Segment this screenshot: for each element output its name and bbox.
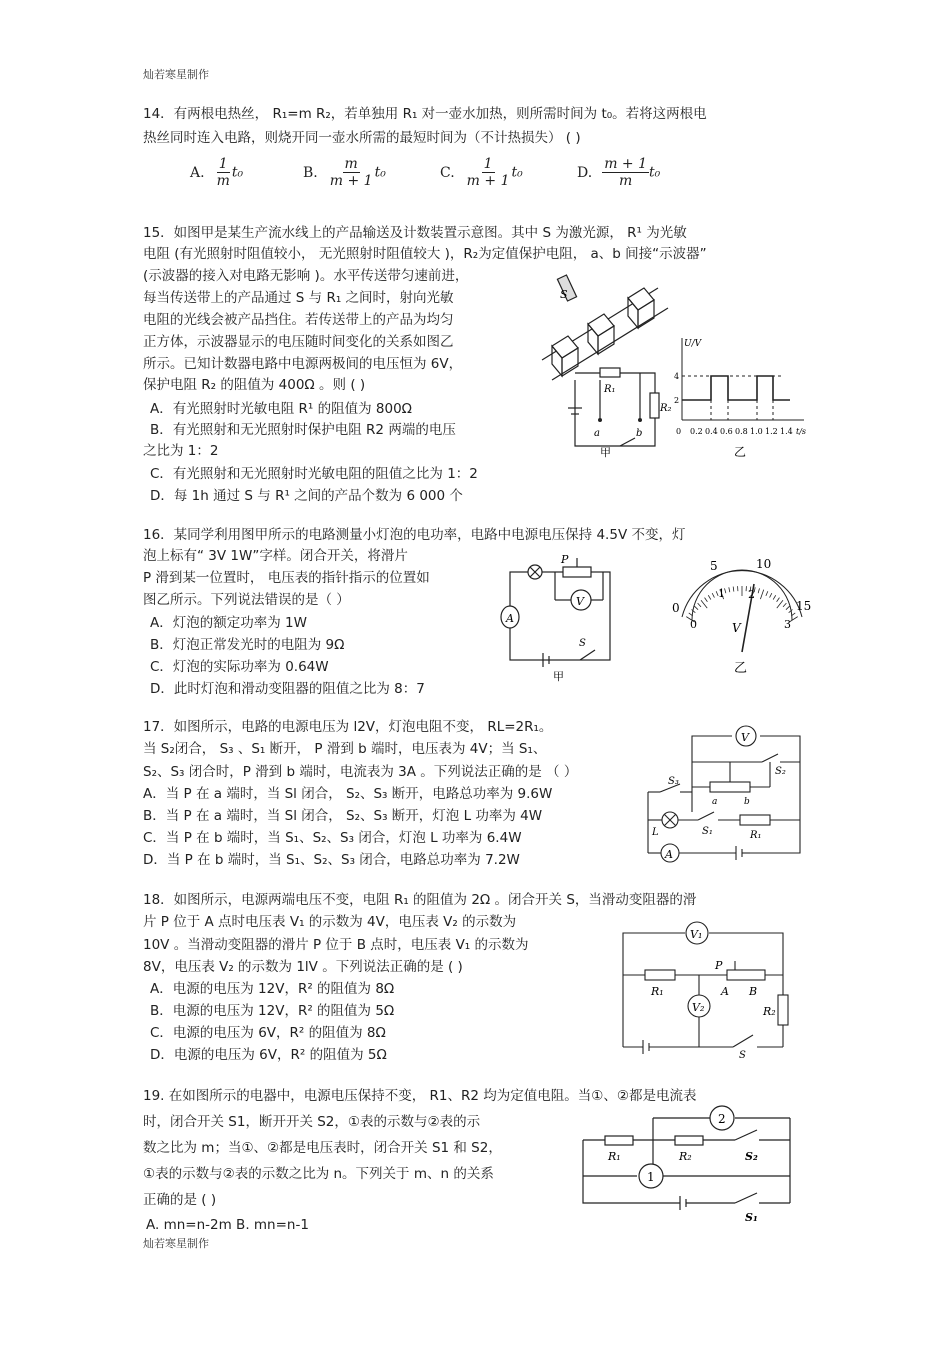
svg-text:R₁: R₁ xyxy=(604,384,616,395)
svg-text:a: a xyxy=(712,797,718,807)
q16-option-b: B．灯泡正常发光时的电阻为 9Ω xyxy=(150,637,345,653)
svg-text:乙: 乙 xyxy=(734,661,748,676)
meter-tick xyxy=(766,591,768,596)
q16-line-3: P 滑到某一位置时， 电压表的指针指示的位置如 xyxy=(143,570,430,586)
svg-text:R₂: R₂ xyxy=(763,1005,776,1018)
q15-line-7: 所示。已知计数器电路中电源两极间的电压恒为 6V， xyxy=(143,356,463,372)
meter-tick xyxy=(701,600,707,608)
q18-option-b: B．电源的电压为 12V，R² 的阻值为 5Ω xyxy=(150,1003,395,1019)
svg-text:1: 1 xyxy=(647,1170,655,1184)
q16-figure-yi-voltmeter xyxy=(662,552,822,682)
q16-line-2: 泡上标有“ 3V 1W”字样。闭合开关，将滑片 xyxy=(143,548,408,564)
svg-text:0: 0 xyxy=(690,618,697,631)
meter-tick xyxy=(705,598,708,602)
svg-text:A: A xyxy=(665,848,673,861)
q19-figure xyxy=(575,1108,800,1223)
q17-option-b: B．当 P 在 a 端时，当 Sl 闭合， S₂、S₃ 断开，灯泡 L 功率为 4W xyxy=(143,808,543,824)
q17-line-3: S₂、S₃ 闭合时，P 滑到 b 端时，电流表为 3A 。下列说法正确的是 （ ） xyxy=(143,764,578,780)
q18-line-1: 18．如图所示，电源两端电压不变，电阻 R₁ 的阻值为 2Ω 。闭合开关 S，当滑动变阻器的滑 xyxy=(143,892,697,908)
svg-text:0: 0 xyxy=(676,427,682,436)
q15-line-3: (示波器的接入对电路无影响 )。水平传送带匀速前进， xyxy=(143,268,469,284)
q18-option-d: D．电源的电压为 6V，R² 的阻值为 5Ω xyxy=(150,1047,387,1063)
q19-options-ab: A. mn=n-2m B. mn=n-1 xyxy=(146,1217,309,1233)
q15-line-1: 15．如图甲是某生产流水线上的产品输送及计数装置示意图。其中 S 为激光源， R¹ 为光敏 xyxy=(143,225,687,241)
header-watermark-top: 灿若寒星制作 xyxy=(143,68,209,81)
svg-text:B: B xyxy=(749,985,758,998)
svg-text:2: 2 xyxy=(718,1112,726,1126)
svg-text:P: P xyxy=(715,959,723,972)
svg-text:1: 1 xyxy=(718,587,725,600)
q15-line-2: 电阻 (有光照射时阻值较小， 无光照射时阻值较大 )，R₂为定值保护电阻， a、b 间接“示波器” xyxy=(143,246,707,262)
svg-text:4: 4 xyxy=(674,372,680,381)
svg-text:10: 10 xyxy=(756,557,772,571)
svg-text:0.2: 0.2 xyxy=(690,427,703,436)
meter-tick xyxy=(777,600,783,608)
meter-tick xyxy=(786,606,790,609)
svg-text:a: a xyxy=(594,428,600,439)
q14-option-b: B. $\frac{m}{m + 1}$ t₀ xyxy=(303,156,386,189)
svg-text:b: b xyxy=(636,428,643,439)
svg-text:5: 5 xyxy=(710,559,718,573)
q17-figure xyxy=(640,722,810,867)
svg-text:S: S xyxy=(579,638,586,649)
meter-tick xyxy=(698,603,701,607)
meter-tick xyxy=(773,595,776,599)
q16-option-a: A．灯泡的额定功率为 1W xyxy=(150,615,307,631)
svg-text:S: S xyxy=(739,1050,746,1061)
svg-text:A: A xyxy=(721,985,729,998)
svg-text:S: S xyxy=(560,288,568,301)
q18-option-c: C．电源的电压为 6V，R² 的阻值为 8Ω xyxy=(150,1025,386,1041)
svg-text:乙: 乙 xyxy=(734,445,747,459)
svg-text:R₁: R₁ xyxy=(608,1150,621,1163)
q15-option-c: C．有光照射和无光照射时光敏电阻的阻值之比为 1：2 xyxy=(150,466,478,482)
svg-text:S₁: S₁ xyxy=(702,826,713,837)
svg-text:1.2: 1.2 xyxy=(765,427,778,436)
svg-text:R₁: R₁ xyxy=(750,830,762,841)
svg-text:1.0: 1.0 xyxy=(750,427,763,436)
svg-text:R₂: R₂ xyxy=(679,1150,692,1163)
q19-line-4: ①表的示数与②表的示数之比为 n。下列关于 m、n 的关系 xyxy=(143,1166,494,1182)
q17-option-a: A．当 P 在 a 端时，当 Sl 闭合， S₂、S₃ 断开，电路总功率为 9.6W xyxy=(143,786,553,802)
q17-option-c: C．当 P 在 b 端时，当 S₁、S₂、S₃ 闭合，灯泡 L 功率为 6.4W xyxy=(143,830,522,846)
q15-line-6: 正方体，示波器显示的电压随时间变化的关系如图乙 xyxy=(143,334,454,350)
svg-text:甲: 甲 xyxy=(600,446,611,459)
q14-line-1: 14．有两根电热丝， R₁=m R₂，若单独用 R₁ 对一壶水加热，则所需时间为 t₀。若将这两根电 xyxy=(143,106,707,122)
q17-option-d: D．当 P 在 b 端时，当 S₁、S₂、S₃ 闭合，电路总功率为 7.2W xyxy=(143,852,520,868)
q14-option-c: C. $\frac{1}{m + 1}$ t₀ xyxy=(440,156,523,189)
svg-text:15: 15 xyxy=(796,599,812,613)
svg-text:R₂: R₂ xyxy=(660,403,672,414)
q17-line-1: 17．如图所示，电路的电源电压为 l2V，灯泡电阻不变， RL=2R₁。 xyxy=(143,719,553,735)
svg-text:0.6: 0.6 xyxy=(720,427,733,436)
q14-option-d: D. $\frac{m + 1}{m}$ t₀ xyxy=(577,156,661,189)
q15-option-d: D．每 1h 通过 S 与 R¹ 之间的产品个数为 6 000 个 xyxy=(150,488,463,504)
svg-text:V₁: V₁ xyxy=(690,928,703,941)
svg-text:V: V xyxy=(732,621,741,635)
svg-text:R₁: R₁ xyxy=(651,985,664,998)
svg-text:V: V xyxy=(741,731,749,744)
q19-line-3: 数之比为 m；当①、②都是电压表时，闭合开关 S1 和 S2， xyxy=(143,1140,502,1156)
q16-line-4: 图乙所示。下列说法错误的是（ ） xyxy=(143,592,350,608)
q15-option-b-cont: 之比为 1：2 xyxy=(143,443,219,459)
q16-option-c: C．灯泡的实际功率为 0.64W xyxy=(150,659,329,675)
q18-line-4: 8V，电压表 V₂ 的示数为 1lV 。下列说法正确的是 ( ) xyxy=(143,959,463,975)
meter-tick xyxy=(733,587,734,592)
meter-tick xyxy=(708,595,711,599)
q15-option-a: A．有光照射时光敏电阻 R¹ 的阻值为 800Ω xyxy=(150,401,412,417)
svg-text:0: 0 xyxy=(672,601,680,615)
q16-line-1: 16．某同学利用图甲所示的电路测量小灯泡的电功率，电路中电源电压保持 4.5V 不变，灯 xyxy=(143,527,686,543)
q19-line-5: 正确的是 ( ) xyxy=(143,1192,217,1208)
q14-option-a: A. $\frac{1}{m}$ t₀ xyxy=(190,156,244,189)
svg-text:L: L xyxy=(652,827,659,838)
svg-text:S₁: S₁ xyxy=(745,1211,758,1224)
header-watermark-bottom: 灿若寒星制作 xyxy=(143,1237,209,1250)
svg-text:S₂: S₂ xyxy=(775,766,786,777)
q14-line-2: 热丝同时连入电路，则烧开同一壶水所需的最短时间为（不计热损失） ( ) xyxy=(143,130,581,146)
q15-option-b: B．有光照射和无光照射时保护电阻 R2 两端的电压 xyxy=(150,422,456,438)
q18-line-2: 片 P 位于 A 点时电压表 V₁ 的示数为 4V，电压表 V₂ 的示数为 xyxy=(143,914,517,930)
svg-text:2: 2 xyxy=(674,396,680,405)
q19-line-1: 19. 在如图所示的电器中，电源电压保持不变， R1、R2 均为定值电阻。当①、②都是电流表 xyxy=(143,1088,697,1104)
q15-line-4: 每当传送带上的产品通过 S 与 R₁ 之间时，射向光敏 xyxy=(143,290,454,306)
q16-option-d: D．此时灯泡和滑动变阻器的阻值之比为 8：7 xyxy=(150,681,425,697)
q15-figure-jia xyxy=(540,268,670,458)
q19-line-2: 时，闭合开关 S1，断开开关 S2，①表的示数与②表的示 xyxy=(143,1114,481,1130)
meter-tick xyxy=(777,598,780,602)
q18-line-3: 10V 。当滑动变阻器的滑片 P 位于 B 点时，电压表 V₁ 的示数为 xyxy=(143,937,529,953)
q17-line-2: 当 S₂闭合， S₃ 、S₁ 断开， P 滑到 b 端时，电压表为 4V；当 S₁、 xyxy=(143,741,547,757)
svg-text:U/V: U/V xyxy=(684,339,702,349)
svg-text:0.8: 0.8 xyxy=(735,427,748,436)
svg-text:S₂: S₂ xyxy=(745,1150,758,1163)
meter-tick xyxy=(712,593,714,597)
meter-tick xyxy=(770,593,772,597)
svg-text:3: 3 xyxy=(784,618,791,631)
q18-figure xyxy=(615,925,800,1060)
q15-line-5: 电阻的光线会被产品挡住。若传送带上的产品为均匀 xyxy=(143,312,454,328)
svg-text:1.4: 1.4 xyxy=(780,427,793,436)
svg-text:V: V xyxy=(576,595,584,608)
q15-figure-yi xyxy=(672,330,812,460)
svg-text:b: b xyxy=(744,797,750,807)
meter-tick xyxy=(783,603,786,607)
meter-tick xyxy=(758,588,759,593)
svg-text:A: A xyxy=(506,612,514,625)
svg-text:甲: 甲 xyxy=(553,670,564,683)
svg-text:S₃: S₃ xyxy=(668,776,679,787)
q15-line-8: 保护电阻 R₂ 的阻值为 400Ω 。则 ( ) xyxy=(143,377,366,393)
q16-figure-jia xyxy=(495,552,620,682)
meter-tick xyxy=(729,587,730,592)
meter-tick xyxy=(694,606,698,609)
svg-text:P: P xyxy=(561,553,569,566)
svg-text:t/s: t/s xyxy=(796,427,807,436)
svg-text:2: 2 xyxy=(748,588,755,601)
meter-tick xyxy=(760,590,763,599)
q18-option-a: A．电源的电压为 12V，R² 的阻值为 8Ω xyxy=(150,981,395,997)
svg-text:V₂: V₂ xyxy=(692,1001,705,1014)
svg-text:0.4: 0.4 xyxy=(705,427,718,436)
